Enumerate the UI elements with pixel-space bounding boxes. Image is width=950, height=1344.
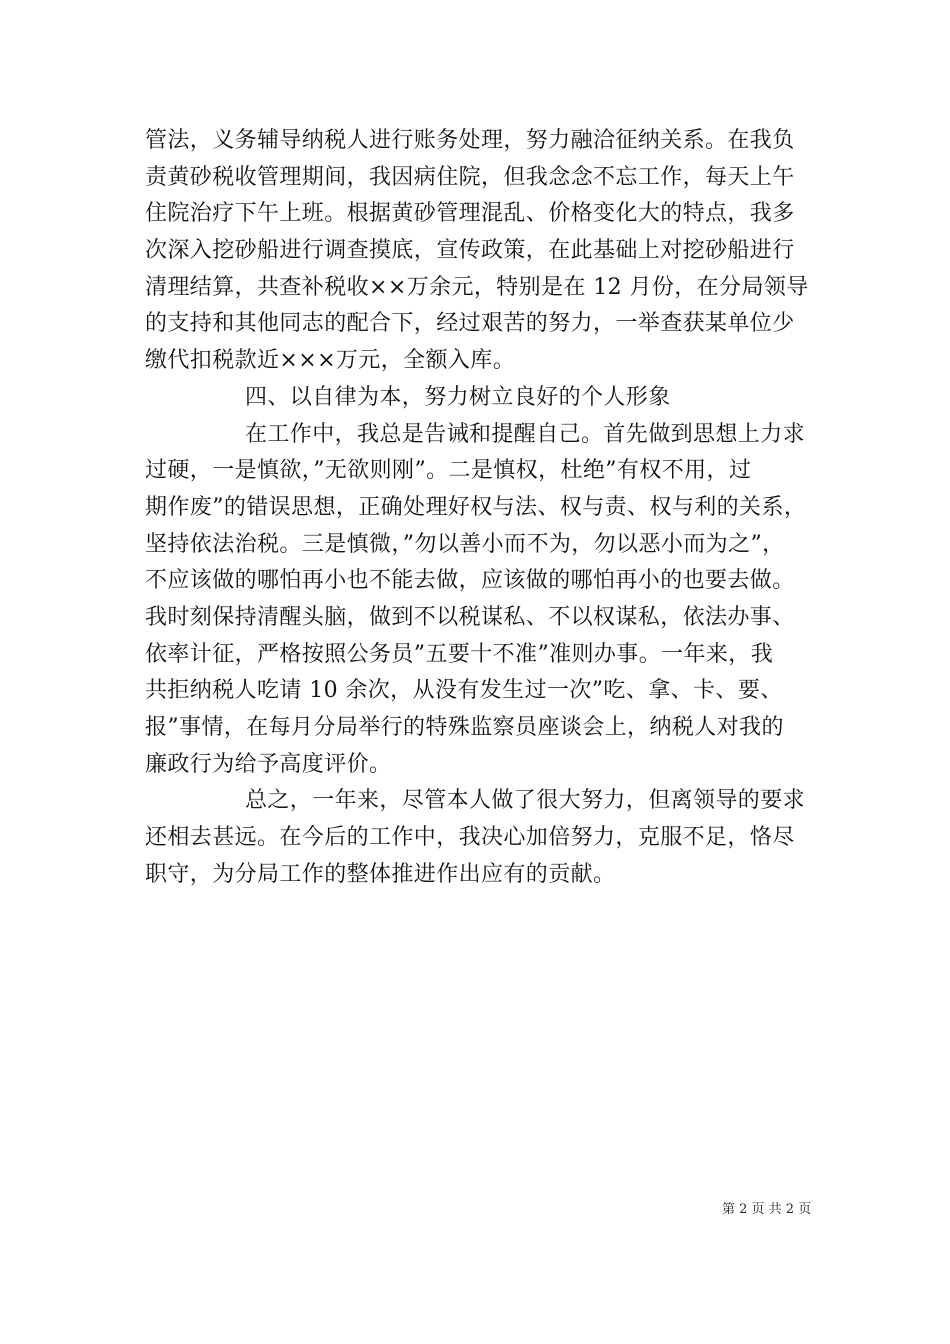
body-line: 缴代扣税款近×××万元，全额入库。: [145, 348, 516, 374]
body-line: 的支持和其他同志的配合下，经过艰苦的努力，一举查获某单位少: [145, 311, 795, 337]
body-line: 不应该做的哪怕再小也不能去做，应该做的哪怕再小的也要去做。: [145, 568, 795, 594]
body-line: 次深入挖砂船进行调查摸底，宣传政策，在此基础上对挖砂船进行: [145, 238, 795, 264]
body-line: 报”事情，在每月分局举行的特殊监察员座谈会上，纳税人对我的: [145, 715, 784, 740]
body-line: 期作废”的错误思想，正确处理好权与法、权与责、权与利的关系，: [145, 494, 807, 520]
body-line: 依率计征，严格按照公务员”五要十不准”准则办事。一年来，我: [145, 641, 774, 667]
body-line: 廉政行为给予高度评价。: [145, 751, 392, 777]
paragraph-first-line: 在工作中，我总是告诫和提醒自己。首先做到思想上力求: [245, 421, 806, 447]
body-line: 责黄砂税收管理期间，我因病住院，但我念念不忘工作，每天上午: [145, 164, 795, 190]
page-footer: [722, 1202, 811, 1218]
paragraph-first-line: 总之，一年来，尽管本人做了很大努力，但离领导的要求: [245, 788, 806, 814]
body-line: 管法，义务辅导纳税人进行账务处理，努力融洽征纳关系。在我负: [145, 128, 795, 153]
body-line: 还相去甚远。在今后的工作中，我决心加倍努力，克服不足，恪尽: [145, 825, 795, 851]
body-line: 坚持依法治税。三是慎微，”勿以善小而不为，勿以恶小而为之”，: [145, 531, 785, 557]
body-line: 共拒纳税人吃请 10 余次，从没有发生过一次”吃、拿、卡、要、: [145, 678, 783, 704]
body-line: 我时刻保持清醒头脑，做到不以税谋私、不以权谋私，依法办事、: [145, 604, 795, 630]
body-line: 住院治疗下午上班。根据黄砂管理混乱、价格变化大的特点，我多: [145, 201, 795, 227]
body-line: 清理结算，共查补税收××万余元，特别是在 12 月份，在分局领导: [145, 274, 809, 300]
document-body: [145, 123, 815, 893]
page-number: 第 2 页 共 2 页: [722, 1202, 812, 1217]
body-line: 职守，为分局工作的整体推进作出应有的贡献。: [145, 861, 616, 887]
body-line: 过硬，一是慎欲，”无欲则刚”。二是慎权，杜绝”有权不用，过: [145, 458, 752, 484]
section-heading: 四、以自律为本，努力树立良好的个人形象: [245, 384, 671, 410]
